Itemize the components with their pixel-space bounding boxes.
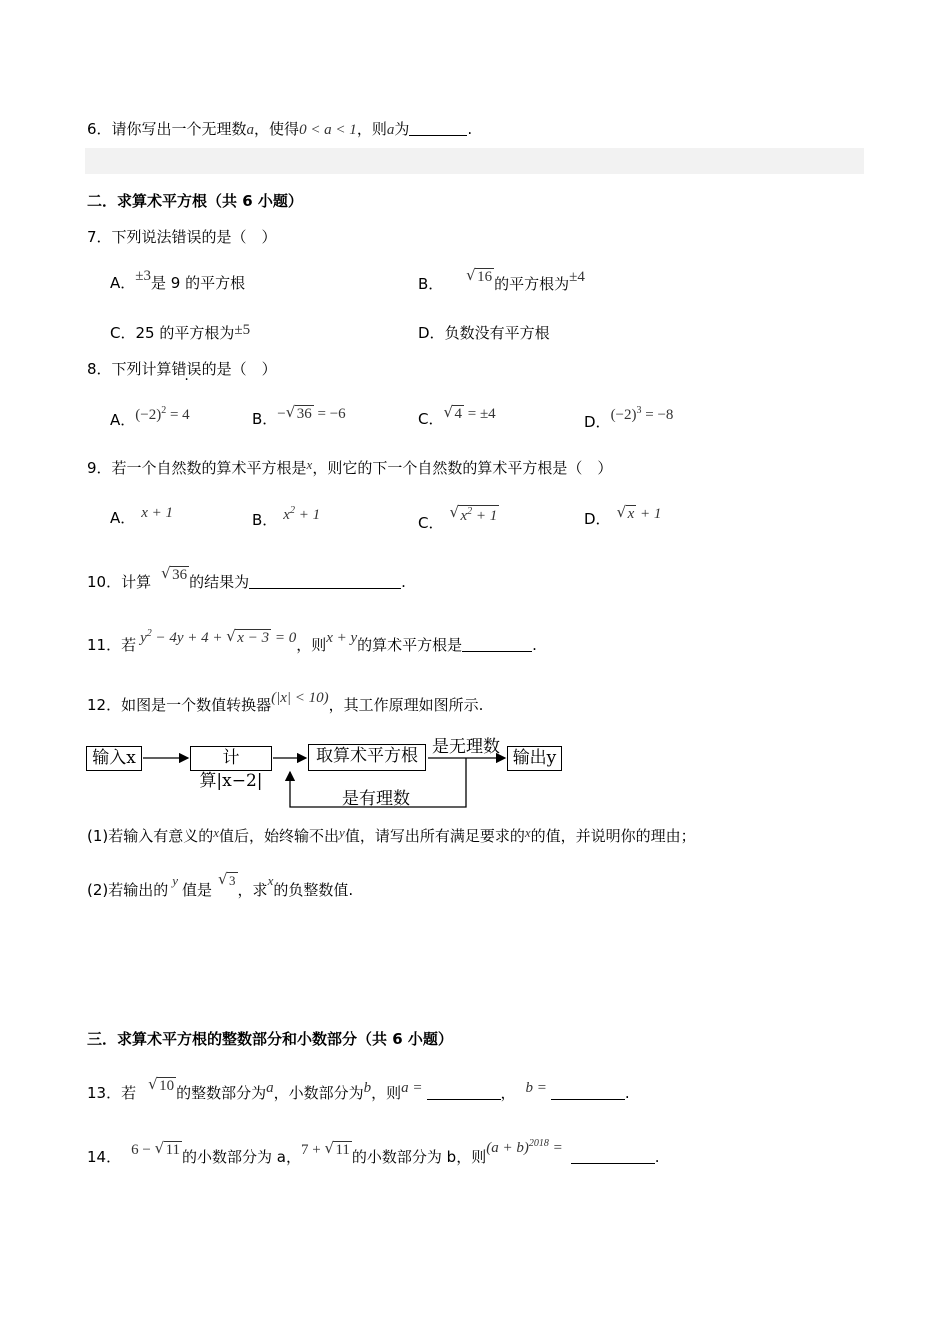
q10-radicand: 36 — [172, 567, 188, 583]
q7-option-c[interactable] — [110, 322, 250, 343]
flow-input-box: 输入x — [86, 746, 142, 771]
q7-option-a[interactable] — [110, 268, 245, 293]
q8-b-rhs: = −6 — [313, 406, 346, 422]
flow-output-box: 输出y — [507, 746, 562, 771]
q8-stem-emphasis: 错误 — [171, 360, 202, 378]
q13-radicand: 10 — [159, 1078, 175, 1094]
q14-m1: 6 − — [131, 1142, 155, 1158]
q13-b: b — [363, 1080, 372, 1096]
q8-c-radicand: 4 — [454, 406, 462, 422]
q8-c-rhs: = ±4 — [463, 406, 496, 422]
q7-b-sqrt: √ 16 — [466, 266, 493, 285]
q6-text: 6．请你写出一个无理数 — [87, 120, 247, 138]
option-label: C． — [418, 410, 444, 428]
q14-base: (a + b) — [486, 1140, 529, 1156]
q14-m2: 7 + — [300, 1142, 325, 1158]
q14-radicand1: 11 — [165, 1142, 181, 1158]
option-label: D． — [584, 413, 611, 431]
q6-var2: a — [386, 122, 395, 138]
option-label: A． — [110, 509, 136, 527]
flow-sqrt-box: 取算术平方根 — [308, 744, 426, 771]
q14-pre: 14． — [87, 1148, 122, 1166]
q13-a-eq: a = — [401, 1080, 423, 1096]
q10-answer-blank[interactable] — [249, 574, 401, 589]
q8-stem — [87, 358, 277, 379]
q11-post: 的算术平方根是 — [357, 636, 463, 654]
q12-stem-pre: 12．如图是一个数值转换器 — [87, 696, 272, 714]
q14-mid2: 的小数部分为 b，则 — [351, 1148, 487, 1166]
option-label: D． — [584, 510, 611, 528]
q13-b-blank[interactable] — [551, 1085, 625, 1100]
q8-stem-post: 的是（ ） — [201, 360, 277, 378]
q8-a-rhs: = 4 — [166, 407, 190, 423]
q7-b-math2: ±4 — [569, 269, 585, 285]
q7-a-math: ±3 — [135, 268, 151, 284]
q8-d-rhs: = −8 — [641, 407, 674, 423]
option-label: A． — [110, 411, 136, 429]
q10-pre: 10．计算 — [87, 573, 152, 591]
flow-label-irrational: 是无理数 — [432, 737, 500, 757]
q13-a-blank[interactable] — [427, 1085, 501, 1100]
q7-c-text: 25 的平方根为 — [135, 324, 235, 342]
q12-condition: (|x| < 10) — [271, 690, 329, 706]
q10-post: 的结果为 — [189, 573, 250, 591]
q9-b-exp: 2 — [289, 505, 295, 516]
q13-mid3: ，则 — [371, 1084, 402, 1102]
q6-mid: ，使得 — [254, 120, 300, 138]
q11-answer-blank[interactable] — [462, 637, 532, 652]
q13-line: 13．若 √ 10 的整数部分为a，小数部分为b，则a = ， b = . — [87, 1075, 630, 1102]
q13-a: a — [266, 1080, 274, 1096]
q7-a-text: 是 9 的平方根 — [151, 274, 246, 292]
q13-comma: ， — [500, 1084, 516, 1102]
q8-d-exp: 3 — [636, 405, 642, 416]
q12-part-1 — [87, 825, 696, 846]
q7-c-math: ±5 — [234, 322, 251, 338]
q12-part-2: (2)若输出的y值是 √ 3，求x的负整数值. — [87, 870, 354, 899]
q12-p1-x2: x — [524, 825, 531, 840]
q9-a-math: x + 1 — [141, 505, 174, 521]
q9-b-base: x — [283, 507, 290, 523]
q13-mid1: 的整数部分为 — [176, 1084, 267, 1102]
option-label: C． — [418, 514, 444, 532]
q6-end: . — [467, 120, 473, 138]
q12-p2-y: y — [172, 873, 179, 888]
q14-answer-blank[interactable] — [571, 1149, 655, 1164]
q11-y-exp: 2 — [146, 628, 152, 639]
flow-label-rational: 是有理数 — [342, 789, 410, 809]
q9-stem-pre: 9．若一个自然数的算术平方根是 — [87, 459, 307, 477]
q7-d-text: 负数没有平方根 — [444, 324, 550, 342]
option-label: A． — [110, 274, 136, 292]
q11-line: 11．若 $y^2 - 4y + 4$ + √ x − 3 = 0，则x + y的算术平方根是 . — [87, 627, 537, 654]
q12-p1-mid2: 值，请写出所有满足要求的 — [344, 827, 525, 845]
answer-area — [85, 148, 864, 174]
q8-a-exp: 2 — [161, 405, 167, 416]
q13-pre: 13．若 — [87, 1084, 137, 1102]
q7-b-text: 的平方根为 — [494, 275, 570, 293]
option-label: B． — [252, 511, 278, 529]
q14-eq: = — [548, 1140, 563, 1156]
q7-option-b[interactable] — [418, 268, 585, 294]
q11-end: . — [532, 636, 537, 654]
q9-d-tail: + 1 — [636, 506, 662, 522]
q12-p1-post: 的值，并说明你的理由； — [530, 827, 696, 845]
q11-xy: x + y — [326, 630, 358, 646]
q12-p2-post: 的负整数值. — [273, 881, 354, 899]
q12-stem-post: ，其工作原理如图所示. — [328, 696, 484, 714]
flow-calc-box: 计算|x−2| — [190, 746, 272, 771]
q12-p2-pre: (2)若输出的 — [87, 881, 169, 899]
q13-b-eq: b = — [525, 1080, 547, 1096]
q8-d-base: (−2) — [610, 407, 637, 423]
q6-line — [87, 118, 472, 139]
q14-end: . — [654, 1148, 660, 1166]
q14-line: 14． 6 − √ 11 的小数部分为 a，7 + √ 11 的小数部分为 b，则$(a + b)^{2018}$ = . — [87, 1138, 660, 1166]
q12-p2-radicand: 3 — [229, 873, 236, 888]
q9-option-d[interactable]: D． √ x + 1 — [584, 503, 662, 528]
q10-line: 10．计算 √ 36 的结果为 . — [87, 564, 406, 591]
q9-stem — [87, 457, 612, 478]
q9-d-radicand: x — [627, 506, 635, 522]
q8-option-b[interactable]: B．− √ 36 = −6 — [252, 403, 346, 428]
option-label: B． — [418, 275, 444, 293]
q12-p1-y: y — [339, 825, 345, 840]
q11-eq: = 0 — [271, 630, 297, 646]
q9-b-tail: + 1 — [294, 507, 321, 523]
q7-stem: 7．下列说法错误的是（ ） — [87, 228, 277, 246]
q11-y: y — [140, 630, 147, 646]
q12-p2-mid: 值是 — [182, 881, 213, 899]
q8-option-a[interactable] — [110, 405, 190, 430]
q9-c-base: x — [460, 508, 468, 524]
q10-end: . — [401, 573, 406, 591]
section-3-title: 三．求算术平方根的整数部分和小数部分（共 6 小题） — [87, 1030, 453, 1048]
q8-stem-pre: 8．下列计算 — [87, 360, 172, 378]
option-label: D． — [418, 324, 445, 342]
q6-tail: 为 — [394, 120, 410, 138]
q13-mid2: ，小数部分为 — [273, 1084, 364, 1102]
q11-pre: 11．若 — [87, 636, 137, 654]
q13-end: . — [624, 1084, 630, 1102]
q6-then: ，则 — [356, 120, 387, 138]
q12-p1-pre: (1)若输入有意义的 — [87, 827, 214, 845]
q6-inequality: 0 < a < 1 — [299, 122, 357, 138]
section-2-title: 二．求算术平方根（共 6 小题） — [87, 192, 303, 210]
q8-b-radicand: 36 — [296, 406, 312, 422]
q11-then: ，则 — [296, 636, 327, 654]
q12-p1-x: x — [213, 825, 220, 840]
option-label: C． — [110, 324, 136, 342]
q12-p1-mid: 值后，始终输不出 — [219, 827, 340, 845]
q8-a-base: (−2) — [135, 407, 162, 423]
q11-mid: − 4y + 4 + — [151, 630, 227, 646]
q12-p2-mid2: ，求 — [237, 881, 268, 899]
q9-option-b[interactable] — [252, 505, 320, 530]
q14-mid1: 的小数部分为 a， — [182, 1148, 301, 1166]
q9-var: x — [306, 457, 313, 472]
q9-option-c[interactable]: C． √ $x^2 + 1$ — [418, 503, 498, 532]
q8-option-c[interactable]: C． √ 4 = ±4 — [418, 403, 496, 428]
q8-b-minus: − — [277, 406, 286, 422]
q12-stem — [87, 690, 483, 715]
q9-c-tail: + 1 — [472, 508, 498, 524]
q9-stem-post: ，则它的下一个自然数的算术平方根是（ ） — [312, 459, 613, 477]
q12-p2-x: x — [267, 873, 274, 888]
q11-radicand: x − 3 — [237, 630, 270, 646]
q8-option-d[interactable] — [584, 405, 673, 432]
q7-option-d[interactable] — [418, 322, 550, 343]
q14-radicand2: 11 — [335, 1142, 350, 1158]
q14-exp: 2018 — [528, 1138, 549, 1149]
q9-c-exp: 2 — [467, 506, 473, 517]
q9-option-a[interactable] — [110, 505, 173, 528]
q7-b-radicand: 16 — [477, 269, 493, 285]
q6-var: a — [246, 122, 255, 138]
option-label: B． — [252, 410, 278, 428]
q6-answer-blank[interactable] — [409, 121, 467, 136]
